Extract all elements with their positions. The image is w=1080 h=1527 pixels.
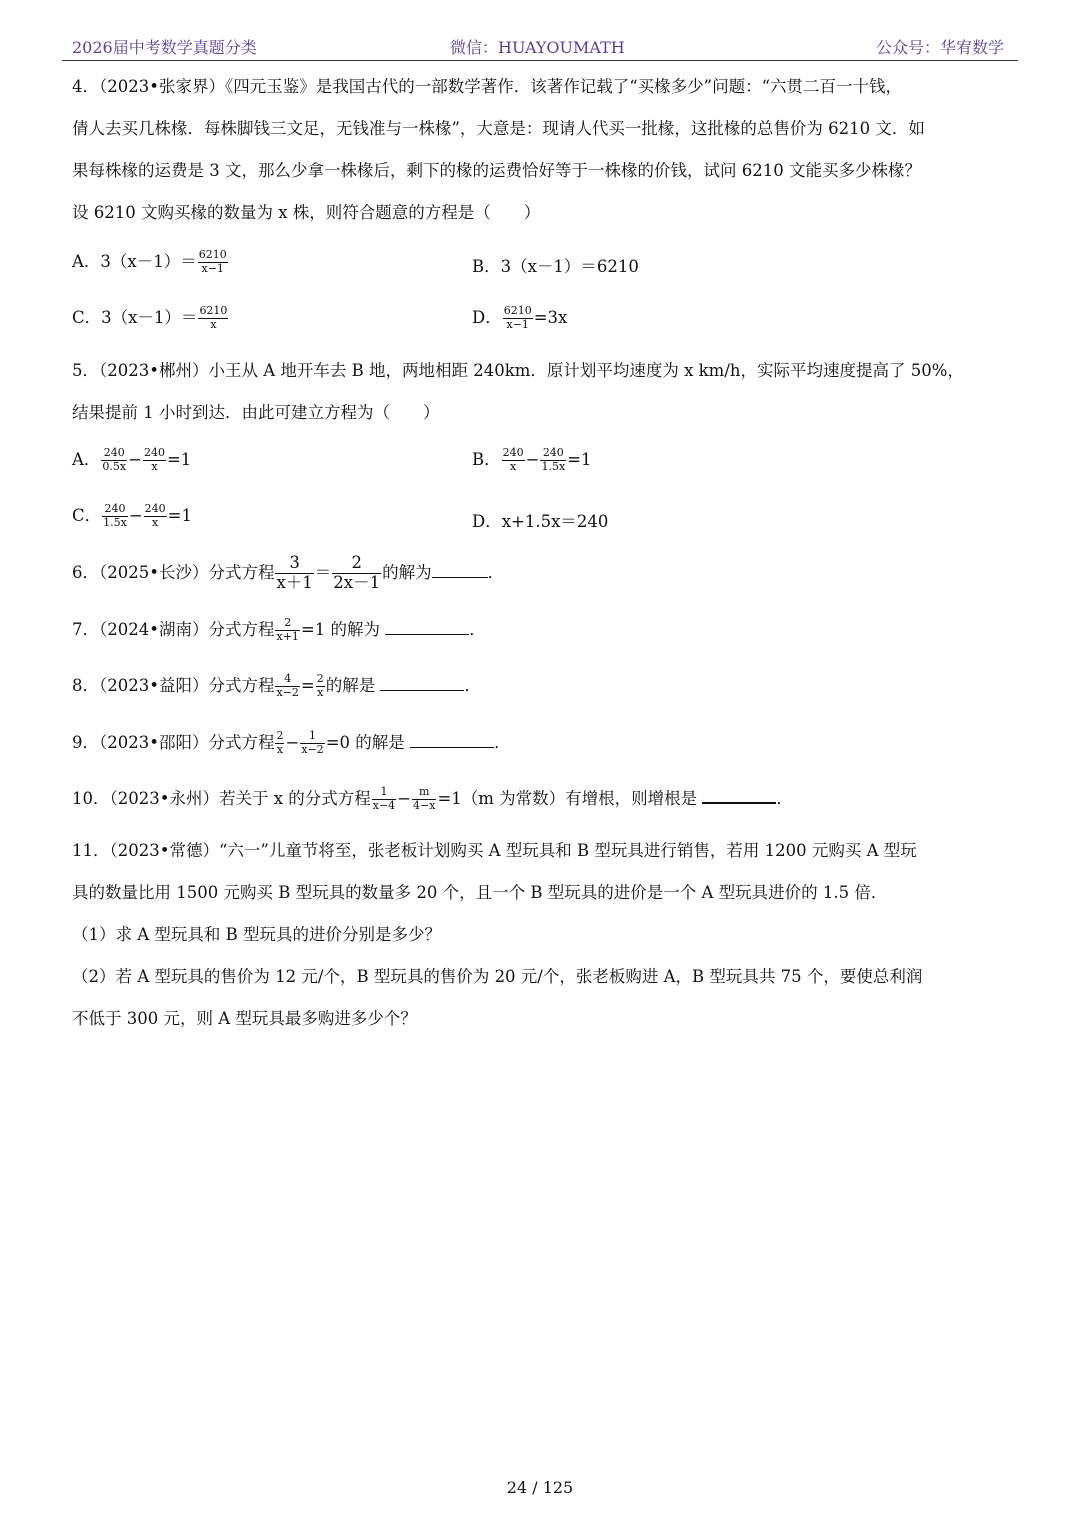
fraction: $\frac{240}{1.5x}$	[103, 502, 127, 529]
fraction: $\frac{6210}{x-1}$	[198, 248, 227, 275]
fraction: $\frac{4}{x-2}$	[276, 672, 299, 699]
q11-part-2: （2）若 A 型玩具的售价为 12 元/个，B 型玩具的售价为 20 元/个，张老板购进 A，B 型玩具共 75 个，要使总利润	[72, 967, 923, 986]
question-4	[72, 66, 1010, 234]
q5-line-1: 5．（2023•郴州）小王从 A 地开车去 B 地，两地相距 240km．原计划平均速度为 x km/h，实际平均速度提高了 50%，	[72, 361, 964, 380]
header-official-account: 公众号：华宥数学	[875, 38, 1004, 57]
q11-part-2-cont: 不低于 300 元，则 A 型玩具最多购进多少个？	[72, 1009, 417, 1028]
q11-part-1: （1）求 A 型玩具和 B 型玩具的进价分别是多少？	[72, 925, 442, 944]
q11-line-2: 具的数量比用 1500 元购买 B 型玩具的数量多 20 个，且一个 B 型玩具的进价是一个 A 型玩具进价的 1.5 倍．	[72, 883, 888, 902]
header-wechat: 微信：HUAYOUMATH	[450, 38, 625, 57]
q4-option-b: B．3（x－1）＝6210	[472, 257, 639, 276]
answer-blank[interactable]	[410, 733, 494, 748]
question-6: 6．（2025•长沙）分式方程 $\frac{3}{x+1}$ ＝ $\frac{2}{2x-1}$ 的解为 ．	[72, 553, 505, 592]
answer-blank[interactable]	[385, 620, 469, 635]
fraction: $\frac{m}{4-x}$	[413, 785, 436, 812]
q5-option-d: D．x+1.5x＝240	[472, 512, 609, 531]
q5-option-a: A． $\frac{240}{0.5x}$ − $\frac{240}{x}$ =1	[72, 446, 192, 473]
question-7: 7．（2024•湖南）分式方程 $\frac{2}{x+1}$ =1 的解为 ．	[72, 616, 486, 643]
fraction: $\frac{240}{0.5x}$	[102, 446, 127, 473]
fraction: $\frac{2}{x}$	[316, 672, 324, 699]
question-5	[72, 350, 1010, 434]
fraction: $\frac{240}{x}$	[502, 446, 524, 473]
answer-blank[interactable]	[432, 563, 488, 578]
page-number: 24 / 125	[506, 1478, 574, 1497]
fraction: $\frac{240}{1.5x}$	[541, 446, 566, 473]
answer-blank[interactable]	[380, 676, 464, 691]
q4-line-3: 果每株椽的运费是 3 文，那么少拿一株椽后，剩下的椽的运费恰好等于一株椽的价钱，试问 6210 文能买多少株椽？	[72, 161, 921, 180]
fraction: $\frac{2}{x}$	[276, 729, 284, 756]
fraction: $\frac{1}{x-4}$	[372, 785, 396, 812]
answer-blank[interactable]	[702, 788, 776, 804]
fraction: $\frac{6210}{x}$	[199, 304, 228, 331]
question-10: 10．（2023•永州）若关于 x 的分式方程 $\frac{1}{x-4}$ − $\frac{m}{4-x}$ =1（m 为常数）有增根，则增根是 ．	[72, 785, 793, 812]
fraction: $\frac{240}{x}$	[144, 502, 166, 529]
fraction: $\frac{1}{x-2}$	[301, 729, 324, 756]
q4-line-2: 倩人去买几株椽．每株脚钱三文足，无钱准与一株椽”，大意是：现请人代买一批椽，这批椽的总售价为 6210 文．如	[72, 119, 925, 138]
q4-option-c: C．3（x－1）＝ $\frac{6210}{x}$	[72, 304, 228, 331]
fraction: $\frac{6210}{x-1}$	[503, 304, 532, 331]
fraction: $\frac{2}{x+1}$	[276, 616, 299, 643]
q11-line-1: 11．（2023•常德）“六一”儿童节将至，张老板计划购买 A 型玩具和 B 型玩具进行销售，若用 1200 元购买 A 型玩	[72, 841, 917, 860]
question-9: 9．（2023•邵阳）分式方程 $\frac{2}{x}$ − $\frac{1}{x-2}$ =0 的解是 ．	[72, 729, 511, 756]
q5-option-b: B． $\frac{240}{x}$ − $\frac{240}{1.5x}$ =1	[472, 446, 592, 473]
header-series-title: 2026届中考数学真题分类	[72, 38, 257, 57]
page-header	[62, 30, 1018, 61]
q4-option-a: A．3（x－1）＝ $\frac{6210}{x-1}$	[72, 248, 227, 275]
q4-line-1: 4．（2023•张家界）《四元玉鉴》是我国古代的一部数学著作．该著作记载了“买椽多少”问题：“六贯二百一十钱，	[72, 77, 903, 96]
fraction: $\frac{2}{2x-1}$	[333, 553, 381, 592]
q4-line-4: 设 6210 文购买椽的数量为 x 株，则符合题意的方程是（ ）	[72, 203, 541, 222]
fraction: $\frac{3}{x+1}$	[276, 553, 313, 592]
fraction: $\frac{240}{x}$	[143, 446, 165, 473]
q5-option-c: C． $\frac{240}{1.5x}$ − $\frac{240}{x}$ =1	[72, 502, 192, 529]
question-11	[72, 830, 1010, 1040]
q5-line-2: 结果提前 1 小时到达．由此可建立方程为（ ）	[72, 403, 440, 422]
q4-option-d: D． $\frac{6210}{x-1}$ =3x	[472, 304, 568, 331]
question-8: 8．（2023•益阳）分式方程 $\frac{4}{x-2}$ = $\frac{2}{x}$ 的解是 ．	[72, 672, 481, 699]
